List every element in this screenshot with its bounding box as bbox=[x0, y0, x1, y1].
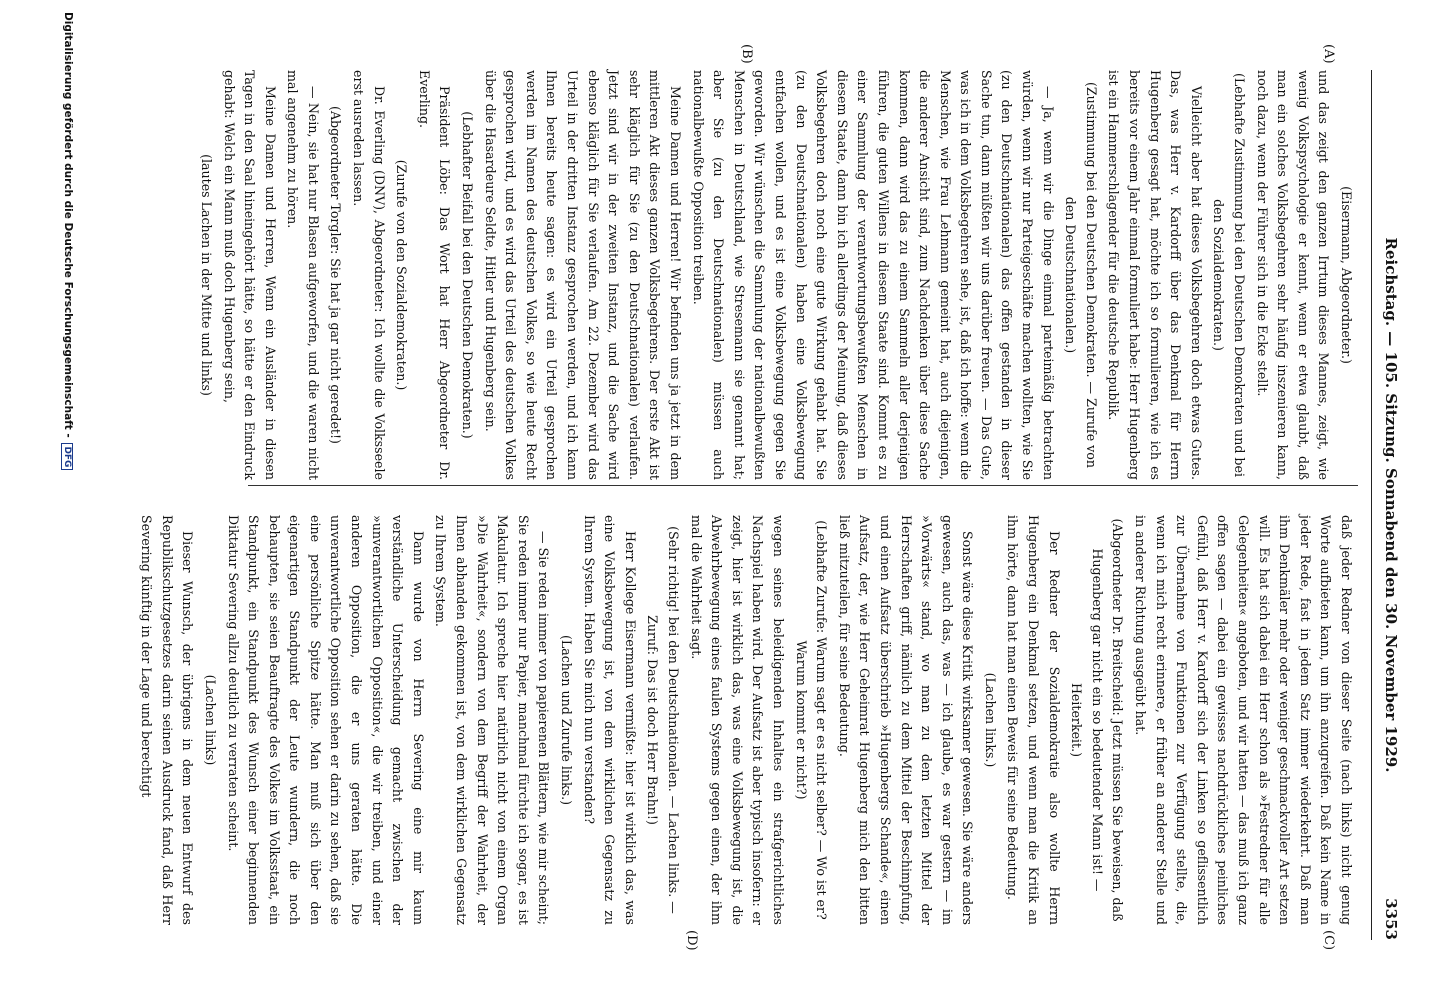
interjection: (Lebhafte Zurufe: Warum sagt er es nicht selber? — Wo ist er? Warum kommt er nicht?) bbox=[793, 520, 830, 920]
interjection: (Lachen und Zurufe links.) bbox=[559, 634, 575, 806]
paragraph: Meine Damen und Herren, Wenn ein Ausländer in diesen Tagen in den Saal hineingehört hätte, so hätte er den Eindruck gehabt: Welch ein Mann muß doch Hugenberg sein, bbox=[221, 70, 278, 480]
header-rule bbox=[1371, 70, 1372, 940]
paragraph: Dieser Wunsch, der übrigens in dem neuen Entwurf des Republikschutzgesetzes darin seinen Ausdruck fand, daß Herr Severing künftig in der Lage und berechtigt bbox=[139, 515, 196, 925]
interjection: (Lebhafter Beifall bei den Deutschen Demokraten.) bbox=[460, 111, 476, 439]
interjection: (lautes Lachen in der Mitte und links) bbox=[198, 154, 214, 396]
interjection: (Lebhafte Zustimmung bei den Deutschen Demokraten und bei den Sozialdemokraten.) bbox=[1211, 73, 1248, 477]
page-number: 3353 bbox=[1382, 898, 1400, 940]
paragraph: Vielleicht aber hat dieses Volksbegehren doch etwas Gutes. Das, was Herr v. Kardorff über das Denkmal für Herrn Hugenberg gesagt hat, möchte ich so formulieren, wie ich es bereits vor einem Jahr einmal formuliert habe: Herr Hugenberg ist ein Hammerschlagender für die deutsche Republik. bbox=[1106, 70, 1204, 480]
paragraph: Präsident Löbe: Das Wort hat Herr Abgeordneter Dr. Everling. bbox=[416, 70, 453, 480]
interjection: (Zurufe von den Sozialdemokraten.) bbox=[394, 159, 410, 391]
interjection: (Abgeordneter Torgler: Sie hat ja gar nicht geredet!) bbox=[328, 106, 344, 444]
left-column bbox=[198, 70, 1356, 480]
paragraph: — Nein, sie hat nur Blasen aufgeworfen, und die waren nicht mal angenehm zu hören. bbox=[285, 70, 321, 480]
digitization-credit bbox=[61, 12, 74, 470]
margin-marker-d: (D) bbox=[684, 930, 699, 951]
page-header bbox=[1372, 70, 1400, 940]
interjection: (Lachen links) bbox=[202, 674, 218, 766]
paragraph: daß jeder Redner von dieser Seite (nach links) nicht genug Worte aufbieten kann, um ihn anzugreifen. Daß kein Name in jeder Rede, fast in jedem Satz immer wiederkehrt. Daß man ihm Denkmäler mehr oder weniger geschmackvoller Art setzen will. Es hat sich dabei ein Herr schon als »Festredner für alle Gelegenheiten« angeboten, und wir hatten — das muß ich ganz offen sagen — dabei ein gewisses nachdrückliches peinliches Gefühl, daß Herr v. Kardorff sich der Linken so geflissentlich zur Übernahme von Funktionen zur Verfügung stellte, die, wenn ich mich recht erinnere, er früher an anderer Stelle und in anderer Richtung ausgeübt hat. bbox=[1133, 515, 1354, 925]
paragraph: wegen seines beleidigenden Inhaltes ein strafgerichtliches Nachspiel haben wird. Der Aufsatz ist aber typisch insofern: er zeigt, hier ist wirklich das, was eine Volksbewegung ist, die Abwehrbewegung eines faulen Systems gegen einen, der ihm mal die Wahrheit sagt. bbox=[688, 515, 786, 925]
paragraph: und das zeigt den ganzen Irrtum dieses Mannes, zeigt, wie wenig Volkspsychologie er kennt, wenn er etwa glaubt, daß man ein solches Volksbegehren sehr häufig inszenieren kann, noch dazu, wenn der Führer sich in die Ecke stellt. bbox=[1254, 70, 1332, 480]
interjection: (Sehr richtig! bei den Deutschnationalen. — Lachen links. — Zuruf: Das ist doch Herr Brahn!) bbox=[645, 526, 681, 914]
margin-marker-a: (A) bbox=[1321, 44, 1336, 64]
margin-marker-b: (B) bbox=[739, 44, 754, 64]
interjection: (Zustimmung bei den Deutschen Demokraten. — Zurufe von den Deutschnationalen.) bbox=[1063, 82, 1099, 468]
paragraph: Meine Damen und Herren! Wir befinden uns ja jetzt in dem mittleren Akt dieses ganzen Volksbegehrens. Der erste Akt ist sehr kläglich für Sie (zu den Deutschnationalen) verlaufen. Jetzt sind wir in der zweiten Instanz, und die Sache wird ebenso kläglich für Sie verlaufen. Am 22. Dezember wird das Urteil in der dritten Instanz gesprochen werden, und ich kann Ihnen bereits heute sagen: es wird ein Urteil gesprochen werden im Namen des deutschen Volkes, so wie heute Recht gesprochen wird, und es wird das Urteil des deutschen Volkes über die Hasardeure Seldte, Hitler und Hugenberg sein. bbox=[482, 70, 683, 480]
paragraph: — Ja, wenn wir die Dinge einmal parteimäßig betrachten würden, wenn wir nur Parteigeschäfte machen wollten, wie Sie (zu den Deutschnationalen) das offen gestanden in dieser Sache tun, dann müßten wir uns darüber freuen. — Das Gute, was ich in dem Volksbegehren sehe, ist, daß ich hoffe: wenn die Menschen, wie Frau Lehmann gemeint hat, auch diejenigen, die anderer Ansicht sind, zum Nachdenken über diese Sache kommen, dann wird das zu einem Sammeln aller derjenigen führen, die guten Willens in diesem Staate sind. Kommt es zu einer Sammlung der verantwortungsbewußten Menschen in diesem Staate, dann bin ich allerdings der Meinung, daß dieses Volksbegehren doch noch eine gute Wirkung gehabt hat. Sie (zu den Deutschnationalen) haben eine Volksbewegung entfachen wollen, und es ist eine Volksbewegung gegen Sie geworden. Wir wünschen die Sammlung der nationalbewußten Menschen in Deutschland, wie Stresemann sie genannt hat; aber Sie (zu den Deutschnationalen) müssen auch nationalbewußte Opposition treiben. bbox=[690, 70, 1056, 480]
margin-marker-c: (C) bbox=[1321, 930, 1336, 951]
right-column bbox=[139, 515, 1356, 925]
paragraph: Herr Kollege Eisermann vermißte: hier ist wirklich das, was eine Volksbewegung ist, von dem wirklichen Gegensatz zu Ihrem System. Haben Sie mich nun verstanden? bbox=[581, 515, 638, 925]
credit-text: Digitalisierung gefördert durch die Deutsche Forschungsgemeinschaft - bbox=[62, 12, 74, 438]
interjection: (Lachen links.) bbox=[982, 672, 998, 768]
paragraph: Dr. Everling (DNV), Abgeordneter: Ich wollte die Volksseele erst ausreden lassen. bbox=[351, 70, 387, 480]
column-divider bbox=[248, 485, 1358, 486]
paragraph: Dann wurde von Herrn Severing eine mir kaum verständliche Unterscheidung gemacht zwischen der »unverantwortlichen Opposition«, die wir treiben, und einer anderen Opposition, die er uns geraten hätte. Die unverantwortliche Opposition sehen er darin zu sehen, daß sie eine persönliche Spitze hätte. Man muß sich über den eigenartigen Standpunkt der Leute wundern, die noch behaupten, sie seien Beauftragte des Volkes im Volksstaat, ein Standpunkt, ein Standpunkt des Wunsch einer beginnenden Diktatur Severing allzu deutlich zu verraten scheint. bbox=[225, 515, 426, 925]
page-title: Reichstag. — 105. Sitzung. Sonnabend den 30. November 1929. bbox=[1382, 237, 1400, 773]
dfg-logo: DFG bbox=[61, 443, 73, 470]
paragraph: Sonst wäre diese Kritik wirksamer gewesen. Sie wäre anders gewesen, auch das, was — ich glaube, es war gestern — im »Vorwärts« stand, wo man zu dem letzten Mittel der Herrschaften griff, nämlich zu dem Mittel der Beschimpfung, und einen Aufsatz überschrieb »Hugenbergs Schande«, einen Aufsatz, der, wie Herr Geheimrat Hugenberg mich den bitten ließ mitzuteilen, für seine Bedeutung. bbox=[836, 515, 976, 925]
speaker-heading: (Eisermann, Abgeordneter.) bbox=[1339, 186, 1354, 364]
paragraph: — Sie reden immer von papierenen Blättern, wie mir scheint; Sie reden immer nur Papier, manchmal fürchte ich sogar, es ist Makulatur. Ich spreche hier natürlich nicht von einem Organ »Die Wahrheit«, sondern von dem Begriff der Wahrheit, der Ihnen abhanden gekommen ist, von dem wirklichen Gegensatz zu Ihrem System. bbox=[433, 515, 552, 925]
interjection: (Abgeordneter Dr. Breitscheid: Jetzt müssen Sie beweisen, daß Hugenberg gar nicht ein so bedeutender Mann ist! — Heiterkeit.) bbox=[1069, 518, 1126, 922]
paragraph: Der Redner der Sozialdemokratie also wollte Herrn Hugenberg ein Denkmal setzen, und wenn man die Kritik an ihm hörte, dann hat man einen Beweis für seine Bedeutung. bbox=[1005, 515, 1062, 925]
